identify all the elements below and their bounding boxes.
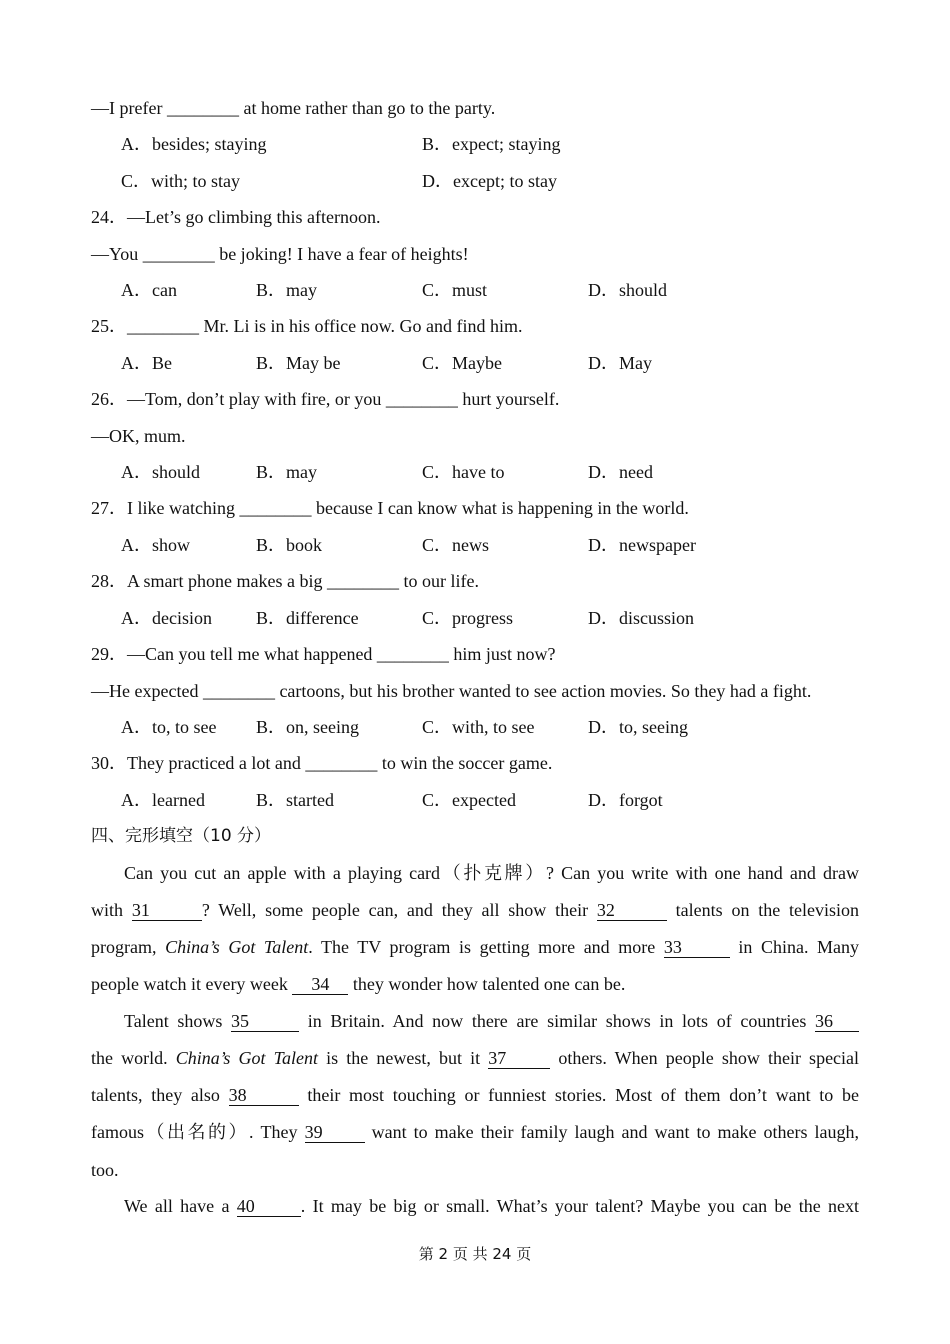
q24-option-b: B．may bbox=[256, 280, 317, 300]
passage-p2-line4: famous（出名的）. They 39 want to make their family laugh and want to make others laugh, bbox=[91, 1122, 860, 1143]
q23-option-b: B．expect; staying bbox=[422, 134, 561, 154]
q27-option-a: A．show bbox=[121, 535, 191, 555]
q29-option-d: D．to, seeing bbox=[588, 717, 688, 737]
q25-option-a: A．Be bbox=[121, 353, 172, 373]
q25-option-c: C．Maybe bbox=[422, 353, 502, 373]
section-heading: 四、完形填空（10 分） bbox=[91, 826, 272, 846]
q28-stem: 28．A smart phone makes a big ________ to our life. bbox=[91, 571, 479, 591]
q29-reply: —He expected ________ cartoons, but his brother wanted to see action movies. So they had a fight. bbox=[91, 681, 812, 701]
q30-option-c: C．expected bbox=[422, 790, 516, 810]
passage-p1-line2: with 31 ? Well, some people can, and they all show their 32 talents on the television bbox=[91, 900, 860, 920]
show-title-2: China’s Got Talent bbox=[175, 1048, 319, 1068]
blank-37: 37 bbox=[488, 1048, 550, 1069]
q26-option-c: C．have to bbox=[422, 462, 505, 482]
q28-option-a: A．decision bbox=[121, 608, 212, 628]
blank-32: 32 bbox=[597, 900, 667, 921]
passage-p2-line1: Talent shows 35 in Britain. And now there are similar shows in lots of countries 36 bbox=[91, 1010, 859, 1032]
page-number-footer: 第 2 页 共 24 页 bbox=[418, 1245, 532, 1263]
passage-p2-line3: talents, they also 38 their most touching or funniest stories. Most of them don’t want to be bbox=[91, 1085, 860, 1105]
q27-option-b: B．book bbox=[256, 535, 323, 555]
q30-option-a: A．learned bbox=[121, 790, 205, 810]
q26-stem: 26．—Tom, don’t play with fire, or you ________ hurt yourself. bbox=[91, 389, 560, 409]
passage-p3-line1: We all have a 40 . It may be big or small. What’s your talent? Maybe you can be the next bbox=[124, 1196, 860, 1216]
q24-reply: —You ________ be joking! I have a fear of heights! bbox=[91, 244, 469, 264]
passage-p1-line3: program, China’s Got Talent. The TV program is getting more and more 33 in China. Many bbox=[91, 937, 860, 957]
q24-option-d: D．should bbox=[588, 280, 668, 300]
q30-stem: 30．They practiced a lot and ________ to win the soccer game. bbox=[91, 753, 553, 773]
q25-stem: 25．________ Mr. Li is in his office now. Go and find him. bbox=[91, 316, 523, 336]
q27-option-c: C．news bbox=[422, 535, 489, 555]
q29-stem: 29．—Can you tell me what happened ________ him just now? bbox=[91, 644, 556, 664]
blank-36: 36 bbox=[815, 1011, 859, 1032]
q29-option-b: B．on, seeing bbox=[256, 717, 359, 737]
blank-39: 39 bbox=[305, 1122, 365, 1143]
q25-option-b: B．May be bbox=[256, 353, 341, 373]
blank-33: 33 bbox=[664, 937, 730, 958]
passage-p2-line5: too. bbox=[91, 1160, 119, 1180]
passage-p1-line1: Can you cut an apple with a playing card（扑克牌）? Can you write with one hand and draw bbox=[124, 863, 860, 884]
q26-reply: —OK, mum. bbox=[91, 426, 186, 446]
blank-31: 31 bbox=[132, 900, 202, 921]
passage-p2-line2: the world. China’s Got Talent is the newest, but it 37 others. When people show their special bbox=[91, 1048, 860, 1068]
q28-option-c: C．progress bbox=[422, 608, 513, 628]
q28-option-d: D．discussion bbox=[588, 608, 695, 628]
show-title: China’s Got Talent bbox=[165, 937, 309, 957]
q24-option-c: C．must bbox=[422, 280, 488, 300]
q29-option-c: C．with, to see bbox=[422, 717, 535, 737]
q26-option-a: A．should bbox=[121, 462, 201, 482]
q30-option-d: D．forgot bbox=[588, 790, 663, 810]
q30-option-b: B．started bbox=[256, 790, 334, 810]
blank-34: 34 bbox=[292, 974, 348, 995]
q26-option-d: D．need bbox=[588, 462, 653, 482]
q23-option-a: A．besides; staying bbox=[121, 134, 267, 154]
q25-option-d: D．May bbox=[588, 353, 652, 373]
q27-option-d: D．newspaper bbox=[588, 535, 696, 555]
q23-option-d: D．except; to stay bbox=[422, 171, 557, 191]
q23-reply: —I prefer ________ at home rather than go to the party. bbox=[91, 98, 496, 118]
blank-35: 35 bbox=[231, 1011, 299, 1032]
blank-38: 38 bbox=[229, 1085, 299, 1106]
q28-option-b: B．difference bbox=[256, 608, 359, 628]
q26-option-b: B．may bbox=[256, 462, 317, 482]
q23-option-c: C．with; to stay bbox=[121, 171, 241, 191]
passage-p1-line4: people watch it every week 34 they wonder how talented one can be. bbox=[91, 974, 626, 994]
q24-stem: 24．—Let’s go climbing this afternoon. bbox=[91, 207, 381, 227]
q29-option-a: A．to, to see bbox=[121, 717, 217, 737]
q24-option-a: A．can bbox=[121, 280, 177, 300]
q27-stem: 27．I like watching ________ because I can know what is happening in the world. bbox=[91, 498, 689, 518]
blank-40: 40 bbox=[237, 1196, 301, 1217]
